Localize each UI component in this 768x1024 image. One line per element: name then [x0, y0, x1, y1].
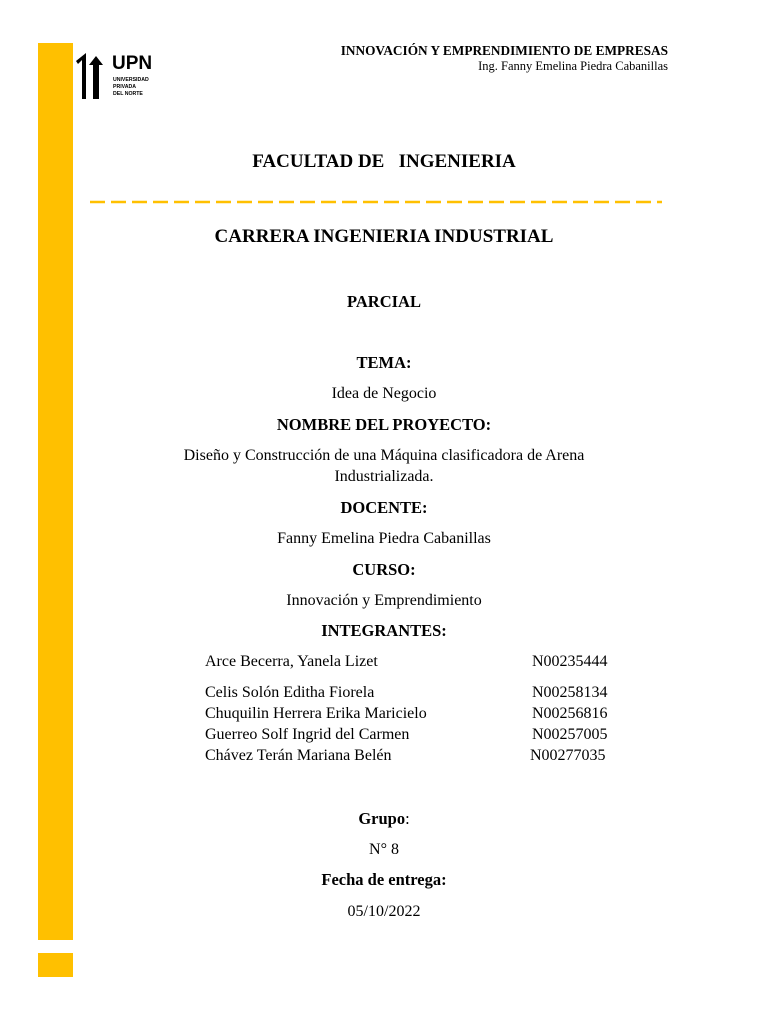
member-code: N00258134 [532, 684, 608, 701]
curso-label: CURSO: [352, 560, 416, 579]
docente-label: DOCENTE: [340, 498, 428, 517]
member-name: Guerreo Solf Ingrid del Carmen [205, 726, 410, 743]
logo-subtext-line: UNIVERSIDAD [113, 77, 149, 83]
project-value-line1: Diseño y Construcción de una Máquina clasificadora de Arena [183, 447, 585, 464]
curso-value: Innovación y Emprendimiento [286, 592, 482, 609]
member-code: N00256816 [532, 705, 608, 722]
member-code: N00257005 [532, 726, 608, 743]
header-instructor: Ing. Fanny Emelina Piedra Cabanillas [478, 59, 668, 73]
dashed-divider [90, 188, 662, 208]
project-value-line2: Industrializada. [334, 468, 434, 485]
grupo-label: Grupo: [358, 809, 410, 828]
member-code: N00277035 [530, 747, 606, 764]
member-code: N00235444 [532, 653, 608, 670]
member-name: Arce Becerra, Yanela Lizet [205, 653, 378, 670]
grupo-colon: : [405, 809, 410, 828]
tema-label: TEMA: [356, 353, 412, 372]
side-accent-bar-foot [38, 953, 73, 977]
fecha-value: 05/10/2022 [347, 903, 421, 920]
career-title: CARRERA INGENIERIA INDUSTRIAL [214, 226, 554, 247]
integrantes-label: INTEGRANTES: [321, 621, 447, 640]
member-name: Chávez Terán Mariana Belén [205, 747, 392, 764]
logo-wordmark: UPN [112, 53, 153, 74]
header-course-title: INNOVACIÓN Y EMPRENDIMIENTO DE EMPRESAS [340, 43, 668, 58]
docente-value: Fanny Emelina Piedra Cabanillas [277, 530, 491, 547]
fecha-label: Fecha de entrega: [321, 870, 447, 889]
faculty-title: FACULTAD DE INGENIERIA [252, 151, 516, 172]
logo-subtext-line: PRIVADA [113, 84, 136, 90]
grupo-value: N° 8 [369, 841, 399, 858]
member-name: Chuquilin Herrera Erika Maricielo [205, 705, 427, 722]
exam-type: PARCIAL [347, 292, 421, 311]
project-label: NOMBRE DEL PROYECTO: [276, 415, 492, 434]
tema-value: Idea de Negocio [331, 385, 437, 402]
member-name: Celis Solón Editha Fiorela [205, 684, 375, 701]
logo-subtext-line: DEL NORTE [113, 91, 143, 97]
side-accent-bar [38, 43, 73, 940]
